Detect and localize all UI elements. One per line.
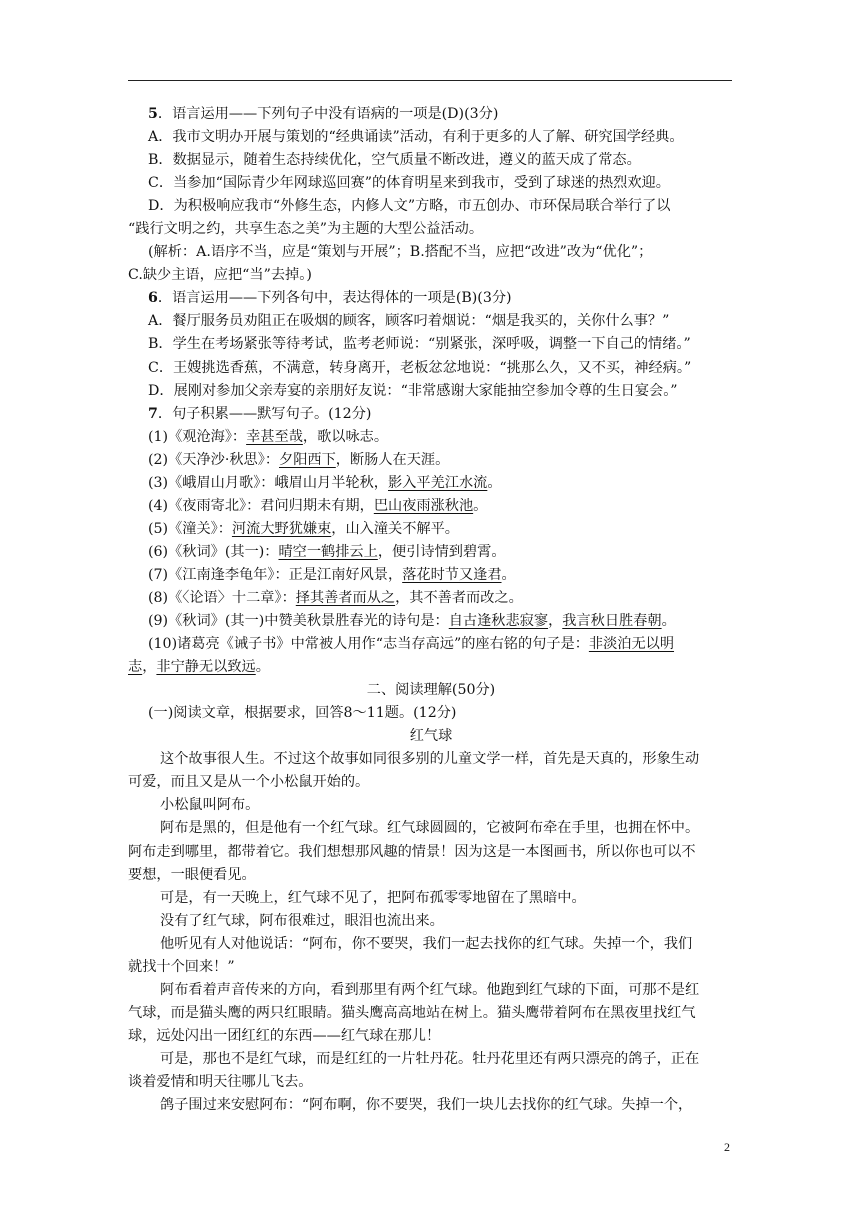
q6-option-b: B．学生在考场紧张等待考试，监考老师说：“别紧张，深呼吸，调整一下自己的情绪。” bbox=[148, 336, 691, 353]
q7-item-8-answer: 择其善者而从之 bbox=[295, 589, 396, 606]
page-content bbox=[128, 103, 734, 1117]
article-line: 鸽子围过来安慰阿布：“阿布啊，你不要哭，我们一块儿去找你的红气球。失掉一个， bbox=[160, 1097, 693, 1114]
q7-item-3 bbox=[128, 472, 734, 495]
article-line: 可爱，而且又是从一个小松鼠开始的。 bbox=[128, 774, 370, 791]
article-line: 他听见有人对他说话：“阿布，你不要哭，我们一起去找你的红气球。失掉一个，我们 bbox=[160, 935, 693, 952]
q7-stem bbox=[128, 403, 734, 426]
article-line: 谈着爱情和明天往哪儿飞去。 bbox=[128, 1073, 313, 1090]
q7-item-4-prefix: (4)《夜雨寄北》：君问归期未有期， bbox=[148, 497, 374, 514]
q7-item-1 bbox=[128, 426, 734, 449]
article-title: 红气球 bbox=[409, 728, 453, 745]
q7-item-1-suffix: ，歌以咏志。 bbox=[302, 428, 389, 445]
q7-item-5 bbox=[128, 518, 734, 541]
q7-item-4-answer: 巴山夜雨涨秋池 bbox=[373, 497, 474, 514]
article-line: 可是，有一天晚上，红气球不见了，把阿布孤零零地留在了黑暗中。 bbox=[160, 889, 586, 906]
q6-stem bbox=[128, 287, 734, 310]
q7-item-7-answer: 落花时节又逢君 bbox=[402, 566, 502, 583]
q7-item-10-answer-1-cont: 志 bbox=[128, 659, 143, 676]
q7-item-9-answer-1: 自古逢秋悲寂寥 bbox=[448, 613, 549, 630]
q7-item-3-answer: 影入平羌江水流 bbox=[388, 474, 488, 491]
q7-item-9-separator: ， bbox=[548, 613, 563, 630]
section-subheading: (一)阅读文章，根据要求，回答8～11题。(12分) bbox=[148, 705, 457, 722]
q5-option-d-cont: “践行文明之约，共享生态之美”为主题的大型公益活动。 bbox=[128, 221, 484, 238]
q7-item-9 bbox=[128, 610, 734, 633]
article-line: 这个故事很人生。不过这个故事如同很多别的儿童文学一样，首先是天真的，形象生动 bbox=[160, 751, 700, 768]
article-line: 没有了红气球，阿布很难过，眼泪也流出来。 bbox=[160, 912, 444, 929]
q5-stem bbox=[128, 103, 734, 126]
q7-item-10-cont bbox=[128, 656, 734, 679]
q6-option-a: A．餐厅服务员劝阻正在吸烟的顾客，顾客叼着烟说：“烟是我买的，关你什么事？” bbox=[148, 313, 670, 330]
q7-item-10-separator: ， bbox=[142, 659, 157, 676]
q7-item-1-prefix: (1)《观沧海》： bbox=[148, 428, 247, 445]
q5-analysis-1: (解析：A.语序不当，应是“策划与开展”；B.搭配不当，应把“改进”改为“优化”； bbox=[148, 244, 653, 261]
q5-stem-text: ．语言运用——下列句子中没有语病的一项是(D)(3分) bbox=[157, 106, 499, 122]
q7-item-3-suffix: 。 bbox=[487, 474, 502, 491]
q7-item-8 bbox=[128, 587, 734, 610]
q5-number: 5 bbox=[148, 106, 158, 122]
q7-item-7 bbox=[128, 564, 734, 587]
article-line: 气球，而是猫头鹰的两只红眼睛。猫头鹰高高地站在树上。猫头鹰带着阿布在黑夜里找红气 bbox=[128, 1004, 696, 1021]
q7-item-1-answer: 幸甚至哉 bbox=[246, 428, 303, 445]
article-line: 阿布是黑的，但是他有一个红气球。红气球圆圆的，它被阿布牵在手里，也拥在怀中。 bbox=[160, 820, 700, 837]
q5-option-d: D．为积极响应我市“外修生态，内修人文”方略，市五创办、市环保局联合举行了以 bbox=[148, 198, 671, 215]
article-line: 就找十个回来！” bbox=[128, 958, 235, 975]
q5-option-c: C．当参加“国际青少年网球巡回赛”的体育明星来到我市，受到了球迷的热烈欢迎。 bbox=[148, 175, 670, 192]
q7-item-6-prefix: (6)《秋词》(其一)： bbox=[148, 543, 279, 560]
q5-option-a: A．我市文明办开展与策划的“经典诵读”活动，有利于更多的人了解、研究国学经典。 bbox=[148, 129, 684, 146]
q5-analysis-2: C.缺少主语，应把“当”去掉。) bbox=[128, 267, 312, 284]
q7-item-10-answer-1: 非淡泊无以明 bbox=[588, 636, 675, 653]
q7-stem-text: ．句子积累——默写句子。(12分) bbox=[157, 405, 372, 422]
q7-item-10 bbox=[128, 633, 734, 656]
q7-item-4 bbox=[128, 495, 734, 518]
article-line: 阿布走到哪里，都带着它。我们想想那风趣的情景！因为这是一本图画书，所以你也可以不 bbox=[128, 843, 696, 860]
q7-item-5-prefix: (5)《潼关》： bbox=[148, 520, 232, 537]
q7-item-8-prefix: (8)《〈论语〉十二章》： bbox=[148, 589, 296, 606]
q7-item-9-suffix: 。 bbox=[661, 613, 676, 630]
q7-item-4-suffix: 。 bbox=[473, 497, 488, 514]
q5-option-b: B．数据显示，随着生态持续优化，空气质量不断改进，遵义的蓝天成了常态。 bbox=[148, 152, 641, 169]
q7-item-2 bbox=[128, 449, 734, 472]
q7-item-6-suffix: ，便引诗情到碧霄。 bbox=[377, 543, 506, 560]
q7-item-9-answer-2: 我言秋日胜春朝 bbox=[562, 613, 662, 630]
q7-item-5-answer: 河流大野犹嫌束 bbox=[231, 520, 332, 537]
q7-item-6-answer: 晴空一鹤排云上 bbox=[278, 543, 378, 560]
q7-item-5-suffix: ，山入潼关不解平。 bbox=[331, 520, 459, 537]
article-line: 要想，一眼便看见。 bbox=[128, 866, 256, 883]
article-line: 可是，那也不是红气球，而是红红的一片牡丹花。牡丹花里还有两只漂亮的鸽子，正在 bbox=[160, 1050, 700, 1067]
q7-item-8-suffix: ，其不善者而改之。 bbox=[395, 589, 523, 606]
q6-option-d: D．展刚对参加父亲寿宴的亲朋好友说：“非常感谢大家能抽空参加令尊的生日宴会。” bbox=[148, 382, 678, 399]
q7-item-6 bbox=[128, 541, 734, 564]
article-line: 小松鼠叫阿布。 bbox=[160, 797, 260, 814]
q7-item-3-prefix: (3)《峨眉山月歌》：峨眉山月半轮秋， bbox=[148, 474, 388, 491]
q7-item-2-prefix: (2)《天净沙·秋思》： bbox=[148, 451, 280, 468]
q6-option-c: C．王嫂挑选香蕉，不满意，转身离开，老板忿忿地说：“挑那么久，又不买，神经病。” bbox=[148, 359, 692, 376]
q7-item-2-answer: 夕阳西下 bbox=[279, 451, 336, 468]
q7-number: 7 bbox=[148, 405, 158, 422]
page-number: 2 bbox=[724, 1140, 730, 1154]
q7-item-10-suffix: 。 bbox=[255, 659, 270, 676]
q7-item-7-prefix: (7)《江南逢李龟年》：正是江南好风景， bbox=[148, 566, 403, 583]
article-body bbox=[128, 748, 734, 1117]
q6-stem-text: ．语言运用——下列各句中，表达得体的一项是(B)(3分) bbox=[157, 290, 512, 307]
section-heading: 二、阅读理解(50分) bbox=[366, 682, 496, 699]
q6-number: 6 bbox=[148, 290, 158, 307]
q7-item-7-suffix: 。 bbox=[501, 566, 516, 583]
article-line: 阿布看着声音传来的方向，看到那里有两个红气球。他跑到红气球的下面，可那不是红 bbox=[160, 981, 700, 998]
q7-item-2-suffix: ，断肠人在天涯。 bbox=[335, 451, 450, 468]
article-line: 球，远处闪出一团红红的东西——红气球在那儿！ bbox=[128, 1027, 441, 1044]
q7-item-10-prefix: (10)诸葛亮《诫子书》中常被人用作“志当存高远”的座右铭的句子是： bbox=[148, 636, 589, 653]
q7-item-9-prefix: (9)《秋词》(其一)中赞美秋景胜春光的诗句是： bbox=[148, 613, 449, 630]
header-rule bbox=[128, 80, 732, 81]
q7-item-10-answer-2: 非宁静无以致远 bbox=[156, 659, 256, 676]
